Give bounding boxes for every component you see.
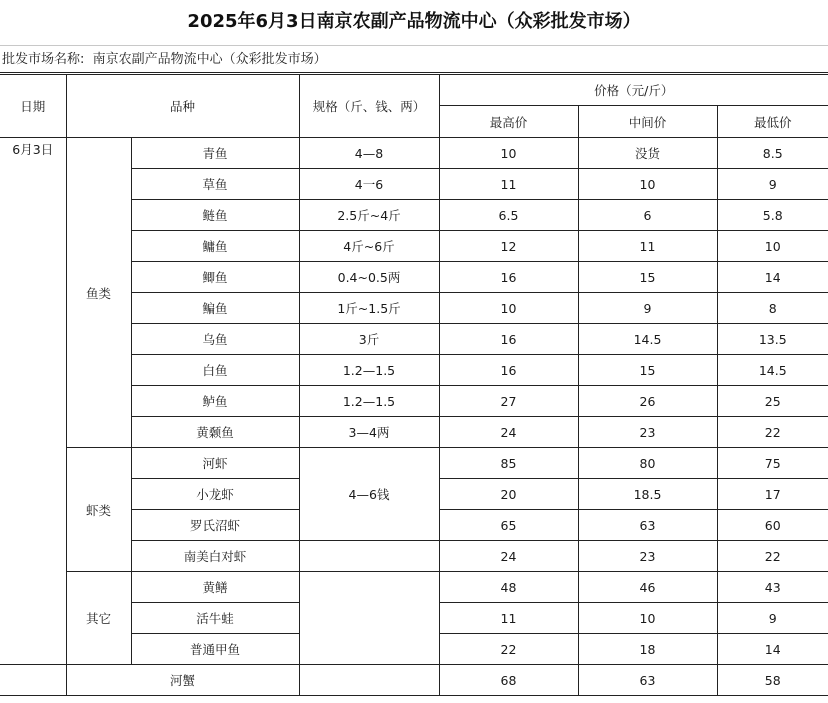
date-cell: 6月3日 xyxy=(0,138,66,665)
header-variety: 品种 xyxy=(66,75,299,138)
max-price-cell: 16 xyxy=(439,355,578,386)
max-price-cell: 24 xyxy=(439,417,578,448)
table-row xyxy=(0,572,828,603)
min-price-cell: 14 xyxy=(717,262,828,293)
spec-cell: 3—4两 xyxy=(299,417,439,448)
page-title: 2025年6月3日南京农副产品物流中心（众彩批发市场） xyxy=(187,11,641,32)
min-price-cell: 22 xyxy=(717,417,828,448)
mid-price-cell: 11 xyxy=(578,231,717,262)
category-shrimp: 虾类 xyxy=(66,448,131,572)
mid-price-cell: 26 xyxy=(578,386,717,417)
spec-cell: 4—8 xyxy=(299,138,439,169)
spec-cell-merged: 4—6钱 xyxy=(299,448,439,541)
max-price-cell: 11 xyxy=(439,603,578,634)
min-price-cell: 14.5 xyxy=(717,355,828,386)
max-price-cell: 20 xyxy=(439,479,578,510)
variety-cell: 罗氏沼虾 xyxy=(131,510,299,541)
variety-cell: 南美白对虾 xyxy=(131,541,299,572)
variety-cell: 草鱼 xyxy=(131,169,299,200)
table-row xyxy=(0,138,828,169)
min-price-cell: 10 xyxy=(717,231,828,262)
mid-price-cell: 23 xyxy=(578,417,717,448)
spec-cell xyxy=(299,541,439,572)
min-price-cell: 22 xyxy=(717,541,828,572)
mid-price-cell: 63 xyxy=(578,665,717,696)
variety-cell: 鲫鱼 xyxy=(131,262,299,293)
variety-cell: 青鱼 xyxy=(131,138,299,169)
variety-cell: 乌鱼 xyxy=(131,324,299,355)
variety-cell: 白鱼 xyxy=(131,355,299,386)
spec-cell: 4斤~6斤 xyxy=(299,231,439,262)
header-date: 日期 xyxy=(0,75,66,138)
spec-cell: 1.2—1.5 xyxy=(299,386,439,417)
spec-cell: 2.5斤~4斤 xyxy=(299,200,439,231)
mid-price-cell: 18.5 xyxy=(578,479,717,510)
max-price-cell: 16 xyxy=(439,262,578,293)
header-max-price: 最高价 xyxy=(439,106,578,138)
market-label: 批发市场名称: xyxy=(2,52,85,67)
price-table xyxy=(0,74,828,696)
max-price-cell: 6.5 xyxy=(439,200,578,231)
max-price-cell: 11 xyxy=(439,169,578,200)
min-price-cell: 58 xyxy=(717,665,828,696)
max-price-cell: 12 xyxy=(439,231,578,262)
market-name-line xyxy=(0,45,828,73)
max-price-cell: 10 xyxy=(439,293,578,324)
mid-price-cell: 63 xyxy=(578,510,717,541)
mid-price-cell: 15 xyxy=(578,355,717,386)
spec-cell: 0.4~0.5两 xyxy=(299,262,439,293)
min-price-cell: 8 xyxy=(717,293,828,324)
min-price-cell: 9 xyxy=(717,169,828,200)
header-spec: 规格（斤、钱、两） xyxy=(299,75,439,138)
min-price-cell: 5.8 xyxy=(717,200,828,231)
mid-price-cell: 18 xyxy=(578,634,717,665)
variety-cell: 鳊鱼 xyxy=(131,293,299,324)
mid-price-cell: 14.5 xyxy=(578,324,717,355)
header-price: 价格（元/斤） xyxy=(439,75,828,106)
mid-price-cell: 10 xyxy=(578,169,717,200)
mid-price-cell: 80 xyxy=(578,448,717,479)
spec-cell xyxy=(299,665,439,696)
variety-cell: 鲈鱼 xyxy=(131,386,299,417)
category-other: 其它 xyxy=(66,572,131,665)
variety-cell: 活牛蛙 xyxy=(131,603,299,634)
date-cell-empty xyxy=(0,665,66,696)
min-price-cell: 14 xyxy=(717,634,828,665)
max-price-cell: 68 xyxy=(439,665,578,696)
min-price-cell: 9 xyxy=(717,603,828,634)
max-price-cell: 16 xyxy=(439,324,578,355)
variety-cell: 鳙鱼 xyxy=(131,231,299,262)
variety-cell: 普通甲鱼 xyxy=(131,634,299,665)
variety-cell: 黄鳝 xyxy=(131,572,299,603)
min-price-cell: 8.5 xyxy=(717,138,828,169)
header-mid-price: 中间价 xyxy=(578,106,717,138)
category-fish: 鱼类 xyxy=(66,138,131,448)
spec-cell: 3斤 xyxy=(299,324,439,355)
max-price-cell: 10 xyxy=(439,138,578,169)
market-name: 南京农副产品物流中心（众彩批发市场） xyxy=(92,52,327,67)
max-price-cell: 48 xyxy=(439,572,578,603)
variety-cell: 河蟹 xyxy=(66,665,299,696)
spec-cell: 1.2—1.5 xyxy=(299,355,439,386)
min-price-cell: 17 xyxy=(717,479,828,510)
table-row xyxy=(0,448,828,479)
mid-price-cell: 6 xyxy=(578,200,717,231)
mid-price-cell: 23 xyxy=(578,541,717,572)
max-price-cell: 65 xyxy=(439,510,578,541)
min-price-cell: 75 xyxy=(717,448,828,479)
max-price-cell: 24 xyxy=(439,541,578,572)
mid-price-cell: 10 xyxy=(578,603,717,634)
min-price-cell: 25 xyxy=(717,386,828,417)
max-price-cell: 22 xyxy=(439,634,578,665)
variety-cell: 河虾 xyxy=(131,448,299,479)
variety-cell: 黄颡鱼 xyxy=(131,417,299,448)
mid-price-cell: 46 xyxy=(578,572,717,603)
min-price-cell: 60 xyxy=(717,510,828,541)
mid-price-cell: 15 xyxy=(578,262,717,293)
mid-price-cell: 9 xyxy=(578,293,717,324)
spec-cell: 4一6 xyxy=(299,169,439,200)
spec-cell: 1斤~1.5斤 xyxy=(299,293,439,324)
table-row xyxy=(0,665,828,696)
max-price-cell: 27 xyxy=(439,386,578,417)
header-row-1 xyxy=(0,75,828,106)
min-price-cell: 43 xyxy=(717,572,828,603)
variety-cell: 鲢鱼 xyxy=(131,200,299,231)
header-min-price: 最低价 xyxy=(717,106,828,138)
max-price-cell: 85 xyxy=(439,448,578,479)
spec-cell-merged xyxy=(299,572,439,665)
mid-price-cell: 没货 xyxy=(578,138,717,169)
variety-cell: 小龙虾 xyxy=(131,479,299,510)
min-price-cell: 13.5 xyxy=(717,324,828,355)
